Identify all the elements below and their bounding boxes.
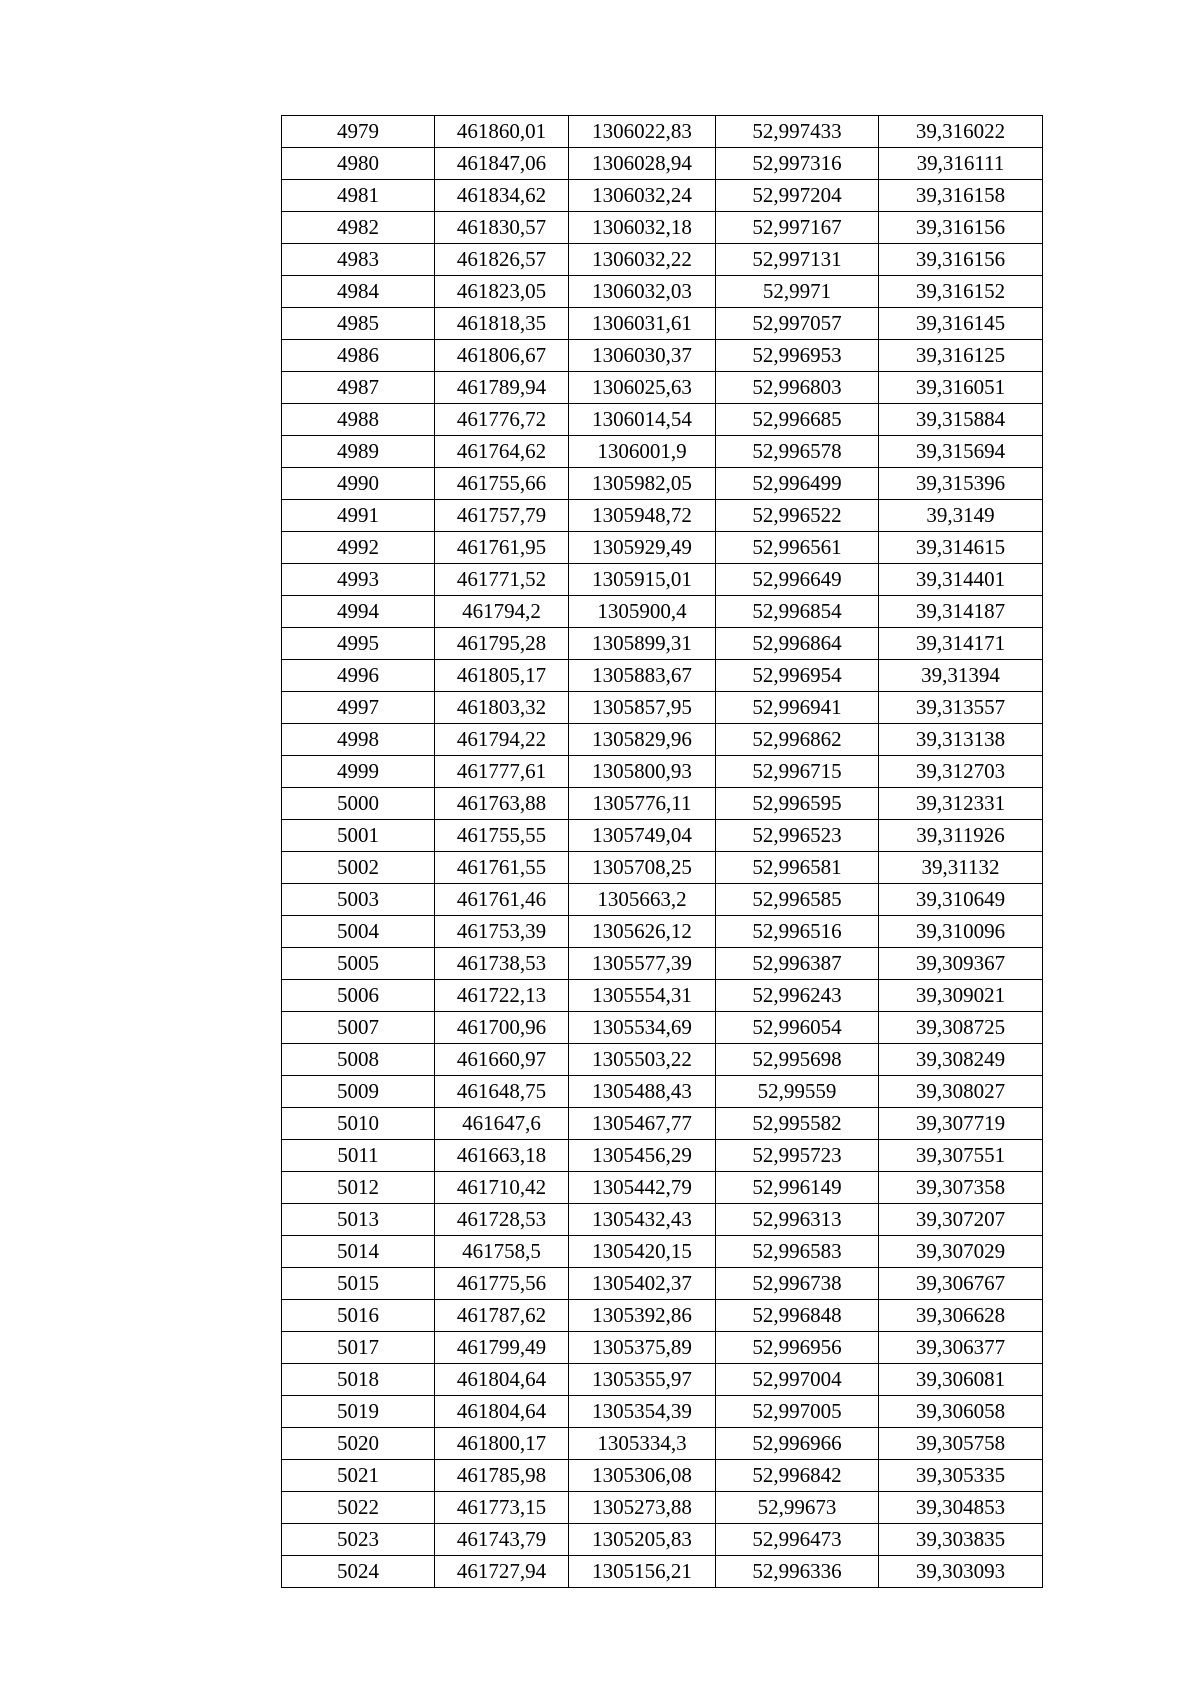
longitude-cell: 39,307719 [879,1108,1043,1140]
point-number-cell: 4982 [282,212,435,244]
longitude-cell: 39,306767 [879,1268,1043,1300]
longitude-cell: 39,314615 [879,532,1043,564]
x-coordinate-cell: 461804,64 [435,1396,569,1428]
longitude-cell: 39,306628 [879,1300,1043,1332]
point-number-cell: 5010 [282,1108,435,1140]
latitude-cell: 52,996336 [716,1556,879,1588]
longitude-cell: 39,316156 [879,212,1043,244]
x-coordinate-cell: 461761,55 [435,852,569,884]
x-coordinate-cell: 461860,01 [435,116,569,148]
point-number-cell: 4996 [282,660,435,692]
latitude-cell: 52,996941 [716,692,879,724]
y-coordinate-cell: 1305929,49 [569,532,716,564]
latitude-cell: 52,996738 [716,1268,879,1300]
x-coordinate-cell: 461761,95 [435,532,569,564]
y-coordinate-cell: 1305829,96 [569,724,716,756]
longitude-cell: 39,307029 [879,1236,1043,1268]
table-row [282,1524,1043,1556]
x-coordinate-cell: 461805,17 [435,660,569,692]
x-coordinate-cell: 461710,42 [435,1172,569,1204]
x-coordinate-cell: 461758,5 [435,1236,569,1268]
point-number-cell: 4998 [282,724,435,756]
y-coordinate-cell: 1305915,01 [569,564,716,596]
table-row [282,436,1043,468]
latitude-cell: 52,996581 [716,852,879,884]
x-coordinate-cell: 461789,94 [435,372,569,404]
table-row [282,244,1043,276]
y-coordinate-cell: 1305306,08 [569,1460,716,1492]
latitude-cell: 52,996854 [716,596,879,628]
x-coordinate-cell: 461804,64 [435,1364,569,1396]
y-coordinate-cell: 1305534,69 [569,1012,716,1044]
y-coordinate-cell: 1305392,86 [569,1300,716,1332]
y-coordinate-cell: 1305375,89 [569,1332,716,1364]
x-coordinate-cell: 461764,62 [435,436,569,468]
y-coordinate-cell: 1306025,63 [569,372,716,404]
latitude-cell: 52,996848 [716,1300,879,1332]
point-number-cell: 5015 [282,1268,435,1300]
y-coordinate-cell: 1305503,22 [569,1044,716,1076]
longitude-cell: 39,316158 [879,180,1043,212]
longitude-cell: 39,313138 [879,724,1043,756]
x-coordinate-cell: 461795,28 [435,628,569,660]
latitude-cell: 52,996966 [716,1428,879,1460]
y-coordinate-cell: 1306032,24 [569,180,716,212]
latitude-cell: 52,997004 [716,1364,879,1396]
point-number-cell: 4981 [282,180,435,212]
y-coordinate-cell: 1305488,43 [569,1076,716,1108]
x-coordinate-cell: 461818,35 [435,308,569,340]
table-row [282,1204,1043,1236]
y-coordinate-cell: 1306022,83 [569,116,716,148]
point-number-cell: 5018 [282,1364,435,1396]
table-row [282,1012,1043,1044]
table-row [282,1300,1043,1332]
y-coordinate-cell: 1306032,03 [569,276,716,308]
y-coordinate-cell: 1305982,05 [569,468,716,500]
y-coordinate-cell: 1305402,37 [569,1268,716,1300]
table-row [282,724,1043,756]
x-coordinate-cell: 461663,18 [435,1140,569,1172]
latitude-cell: 52,996956 [716,1332,879,1364]
table-row [282,1140,1043,1172]
x-coordinate-cell: 461826,57 [435,244,569,276]
latitude-cell: 52,996583 [716,1236,879,1268]
x-coordinate-cell: 461738,53 [435,948,569,980]
longitude-cell: 39,31132 [879,852,1043,884]
point-number-cell: 5012 [282,1172,435,1204]
longitude-cell: 39,306081 [879,1364,1043,1396]
latitude-cell: 52,996516 [716,916,879,948]
point-number-cell: 5022 [282,1492,435,1524]
x-coordinate-cell: 461830,57 [435,212,569,244]
y-coordinate-cell: 1305432,43 [569,1204,716,1236]
table-row [282,276,1043,308]
latitude-cell: 52,996499 [716,468,879,500]
longitude-cell: 39,312703 [879,756,1043,788]
longitude-cell: 39,308725 [879,1012,1043,1044]
table-row [282,1076,1043,1108]
longitude-cell: 39,304853 [879,1492,1043,1524]
table-row [282,468,1043,500]
y-coordinate-cell: 1305577,39 [569,948,716,980]
latitude-cell: 52,996842 [716,1460,879,1492]
latitude-cell: 52,99559 [716,1076,879,1108]
latitude-cell: 52,995698 [716,1044,879,1076]
longitude-cell: 39,310096 [879,916,1043,948]
longitude-cell: 39,316145 [879,308,1043,340]
table-row [282,1236,1043,1268]
y-coordinate-cell: 1306028,94 [569,148,716,180]
x-coordinate-cell: 461775,56 [435,1268,569,1300]
table-row [282,692,1043,724]
latitude-cell: 52,996473 [716,1524,879,1556]
table-row [282,820,1043,852]
y-coordinate-cell: 1305749,04 [569,820,716,852]
table-row [282,1172,1043,1204]
x-coordinate-cell: 461761,46 [435,884,569,916]
y-coordinate-cell: 1305355,97 [569,1364,716,1396]
x-coordinate-cell: 461847,06 [435,148,569,180]
point-number-cell: 5019 [282,1396,435,1428]
longitude-cell: 39,314401 [879,564,1043,596]
longitude-cell: 39,31394 [879,660,1043,692]
x-coordinate-cell: 461727,94 [435,1556,569,1588]
table-row [282,1364,1043,1396]
longitude-cell: 39,309367 [879,948,1043,980]
latitude-cell: 52,996803 [716,372,879,404]
longitude-cell: 39,308027 [879,1076,1043,1108]
table-row [282,148,1043,180]
x-coordinate-cell: 461800,17 [435,1428,569,1460]
point-number-cell: 5016 [282,1300,435,1332]
table-row [282,212,1043,244]
table-row [282,788,1043,820]
longitude-cell: 39,307551 [879,1140,1043,1172]
table-row [282,1332,1043,1364]
point-number-cell: 5021 [282,1460,435,1492]
point-number-cell: 4984 [282,276,435,308]
x-coordinate-cell: 461806,67 [435,340,569,372]
latitude-cell: 52,996864 [716,628,879,660]
y-coordinate-cell: 1305800,93 [569,756,716,788]
table-row [282,1428,1043,1460]
point-number-cell: 5000 [282,788,435,820]
table-row [282,1556,1043,1588]
point-number-cell: 5006 [282,980,435,1012]
table-row [282,852,1043,884]
point-number-cell: 5011 [282,1140,435,1172]
table-row [282,916,1043,948]
table-row [282,116,1043,148]
latitude-cell: 52,997316 [716,148,879,180]
x-coordinate-cell: 461755,66 [435,468,569,500]
latitude-cell: 52,996149 [716,1172,879,1204]
longitude-cell: 39,315884 [879,404,1043,436]
point-number-cell: 5009 [282,1076,435,1108]
y-coordinate-cell: 1306014,54 [569,404,716,436]
latitude-cell: 52,9971 [716,276,879,308]
table-row [282,1396,1043,1428]
latitude-cell: 52,996387 [716,948,879,980]
table-row [282,1492,1043,1524]
latitude-cell: 52,996578 [716,436,879,468]
point-number-cell: 4992 [282,532,435,564]
y-coordinate-cell: 1305456,29 [569,1140,716,1172]
point-number-cell: 4995 [282,628,435,660]
y-coordinate-cell: 1305857,95 [569,692,716,724]
latitude-cell: 52,996243 [716,980,879,1012]
table-row [282,980,1043,1012]
x-coordinate-cell: 461722,13 [435,980,569,1012]
y-coordinate-cell: 1305899,31 [569,628,716,660]
longitude-cell: 39,307358 [879,1172,1043,1204]
longitude-cell: 39,311926 [879,820,1043,852]
x-coordinate-cell: 461757,79 [435,500,569,532]
y-coordinate-cell: 1305900,4 [569,596,716,628]
coordinates-table [281,115,1043,1588]
longitude-cell: 39,316125 [879,340,1043,372]
y-coordinate-cell: 1306032,18 [569,212,716,244]
longitude-cell: 39,305335 [879,1460,1043,1492]
point-number-cell: 5013 [282,1204,435,1236]
y-coordinate-cell: 1305205,83 [569,1524,716,1556]
latitude-cell: 52,996954 [716,660,879,692]
longitude-cell: 39,316022 [879,116,1043,148]
x-coordinate-cell: 461803,32 [435,692,569,724]
longitude-cell: 39,303093 [879,1556,1043,1588]
point-number-cell: 4991 [282,500,435,532]
latitude-cell: 52,997005 [716,1396,879,1428]
y-coordinate-cell: 1305554,31 [569,980,716,1012]
table-row [282,1460,1043,1492]
point-number-cell: 5005 [282,948,435,980]
x-coordinate-cell: 461773,15 [435,1492,569,1524]
table-row [282,1108,1043,1140]
y-coordinate-cell: 1305354,39 [569,1396,716,1428]
y-coordinate-cell: 1305663,2 [569,884,716,916]
latitude-cell: 52,996313 [716,1204,879,1236]
point-number-cell: 4985 [282,308,435,340]
point-number-cell: 4997 [282,692,435,724]
longitude-cell: 39,303835 [879,1524,1043,1556]
latitude-cell: 52,996054 [716,1012,879,1044]
latitude-cell: 52,996685 [716,404,879,436]
x-coordinate-cell: 461794,2 [435,596,569,628]
latitude-cell: 52,996561 [716,532,879,564]
latitude-cell: 52,997131 [716,244,879,276]
point-number-cell: 4987 [282,372,435,404]
point-number-cell: 5017 [282,1332,435,1364]
table-row [282,756,1043,788]
latitude-cell: 52,996715 [716,756,879,788]
x-coordinate-cell: 461799,49 [435,1332,569,1364]
latitude-cell: 52,996595 [716,788,879,820]
x-coordinate-cell: 461743,79 [435,1524,569,1556]
point-number-cell: 4989 [282,436,435,468]
point-number-cell: 4994 [282,596,435,628]
point-number-cell: 5003 [282,884,435,916]
x-coordinate-cell: 461648,75 [435,1076,569,1108]
x-coordinate-cell: 461728,53 [435,1204,569,1236]
point-number-cell: 5024 [282,1556,435,1588]
y-coordinate-cell: 1305948,72 [569,500,716,532]
latitude-cell: 52,996585 [716,884,879,916]
latitude-cell: 52,995723 [716,1140,879,1172]
y-coordinate-cell: 1305156,21 [569,1556,716,1588]
x-coordinate-cell: 461777,61 [435,756,569,788]
longitude-cell: 39,308249 [879,1044,1043,1076]
coordinates-table-body [282,116,1043,1588]
latitude-cell: 52,997433 [716,116,879,148]
point-number-cell: 5001 [282,820,435,852]
x-coordinate-cell: 461700,96 [435,1012,569,1044]
y-coordinate-cell: 1305626,12 [569,916,716,948]
longitude-cell: 39,309021 [879,980,1043,1012]
longitude-cell: 39,306058 [879,1396,1043,1428]
table-row [282,404,1043,436]
point-number-cell: 5014 [282,1236,435,1268]
point-number-cell: 5002 [282,852,435,884]
x-coordinate-cell: 461834,62 [435,180,569,212]
latitude-cell: 52,996862 [716,724,879,756]
latitude-cell: 52,996522 [716,500,879,532]
point-number-cell: 4990 [282,468,435,500]
y-coordinate-cell: 1306031,61 [569,308,716,340]
x-coordinate-cell: 461785,98 [435,1460,569,1492]
longitude-cell: 39,307207 [879,1204,1043,1236]
latitude-cell: 52,995582 [716,1108,879,1140]
point-number-cell: 4988 [282,404,435,436]
point-number-cell: 5023 [282,1524,435,1556]
latitude-cell: 52,99673 [716,1492,879,1524]
table-row [282,660,1043,692]
table-row [282,532,1043,564]
latitude-cell: 52,997057 [716,308,879,340]
x-coordinate-cell: 461647,6 [435,1108,569,1140]
y-coordinate-cell: 1306030,37 [569,340,716,372]
x-coordinate-cell: 461776,72 [435,404,569,436]
x-coordinate-cell: 461823,05 [435,276,569,308]
latitude-cell: 52,997167 [716,212,879,244]
table-row [282,500,1043,532]
longitude-cell: 39,316152 [879,276,1043,308]
point-number-cell: 4999 [282,756,435,788]
y-coordinate-cell: 1305467,77 [569,1108,716,1140]
x-coordinate-cell: 461787,62 [435,1300,569,1332]
point-number-cell: 5007 [282,1012,435,1044]
longitude-cell: 39,312331 [879,788,1043,820]
x-coordinate-cell: 461763,88 [435,788,569,820]
y-coordinate-cell: 1305334,3 [569,1428,716,1460]
y-coordinate-cell: 1305420,15 [569,1236,716,1268]
table-row [282,1268,1043,1300]
y-coordinate-cell: 1306032,22 [569,244,716,276]
point-number-cell: 4980 [282,148,435,180]
latitude-cell: 52,997204 [716,180,879,212]
longitude-cell: 39,316156 [879,244,1043,276]
table-row [282,628,1043,660]
table-row [282,308,1043,340]
x-coordinate-cell: 461755,55 [435,820,569,852]
latitude-cell: 52,996523 [716,820,879,852]
longitude-cell: 39,305758 [879,1428,1043,1460]
table-row [282,564,1043,596]
longitude-cell: 39,316051 [879,372,1043,404]
x-coordinate-cell: 461660,97 [435,1044,569,1076]
longitude-cell: 39,314171 [879,628,1043,660]
y-coordinate-cell: 1306001,9 [569,436,716,468]
longitude-cell: 39,310649 [879,884,1043,916]
point-number-cell: 5004 [282,916,435,948]
longitude-cell: 39,314187 [879,596,1043,628]
table-row [282,340,1043,372]
longitude-cell: 39,316111 [879,148,1043,180]
y-coordinate-cell: 1305442,79 [569,1172,716,1204]
point-number-cell: 5008 [282,1044,435,1076]
longitude-cell: 39,315694 [879,436,1043,468]
x-coordinate-cell: 461794,22 [435,724,569,756]
x-coordinate-cell: 461771,52 [435,564,569,596]
longitude-cell: 39,315396 [879,468,1043,500]
x-coordinate-cell: 461753,39 [435,916,569,948]
point-number-cell: 5020 [282,1428,435,1460]
latitude-cell: 52,996953 [716,340,879,372]
table-row [282,1044,1043,1076]
y-coordinate-cell: 1305776,11 [569,788,716,820]
table-row [282,948,1043,980]
point-number-cell: 4979 [282,116,435,148]
point-number-cell: 4986 [282,340,435,372]
point-number-cell: 4993 [282,564,435,596]
table-row [282,596,1043,628]
table-row [282,180,1043,212]
latitude-cell: 52,996649 [716,564,879,596]
longitude-cell: 39,3149 [879,500,1043,532]
table-row [282,884,1043,916]
point-number-cell: 4983 [282,244,435,276]
longitude-cell: 39,313557 [879,692,1043,724]
y-coordinate-cell: 1305883,67 [569,660,716,692]
y-coordinate-cell: 1305273,88 [569,1492,716,1524]
longitude-cell: 39,306377 [879,1332,1043,1364]
y-coordinate-cell: 1305708,25 [569,852,716,884]
table-row [282,372,1043,404]
